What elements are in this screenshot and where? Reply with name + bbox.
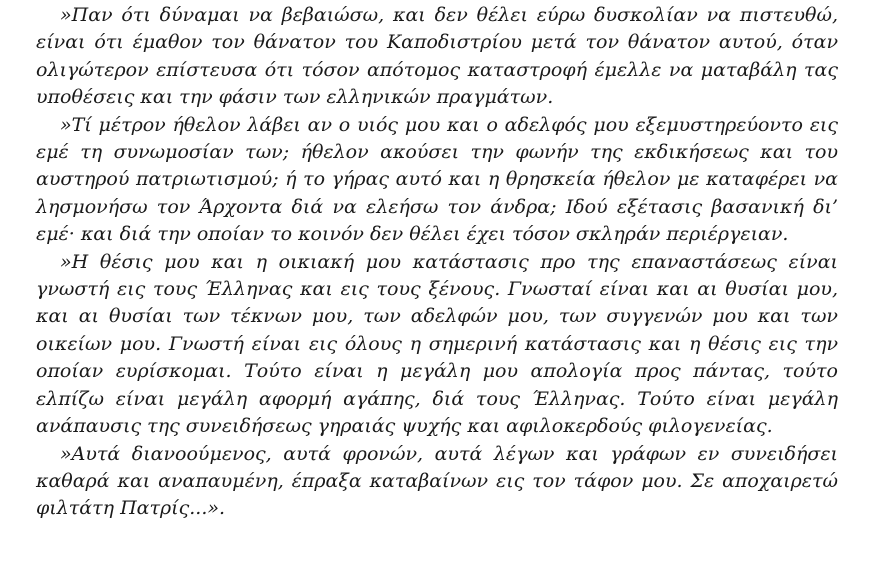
paragraph-1: »Παν ότι δύναμαι να βεβαιώσω, και δεν θέλει εύρω δυσκολίαν να πιστευθώ, είναι ότι έμαθον τον θάνατον του Καποδιστρίου μετά τον θάνατον αυτού, όταν ολιγώτερον επίστευσα ότι τόσον απότομος καταστροφή έμελλε να ματαβάλη τας υποθέσεις και την φάσιν των ελληνικών πραγμάτων.	[36, 4, 838, 109]
paragraph-2: »Τί μέτρον ήθελον λάβει αν ο υιός μου και ο αδελφός μου εξεμυστηρεύοντο εις εμέ τη συνωμοσίαν των; ήθελον ακούσει την φωνήν της εκδικήσεως και του αυστηρού πατριωτισμού; ή το γήρας αυτό και η θρησκεία ήθελον με καταφέρει να λησμονήσω τον Άρχοντα διά να ελεήσω τον άνδρα; Ιδού εξέτασις βασανική δι’ εμέ· και διά την οποίαν το κοινόν δεν θέλει έχει τόσον σκληράν περιέργειαν.	[36, 113, 838, 246]
paragraph-4: »Αυτά διανοούμενος, αυτά φρονών, αυτά λέγων και γράφων εν συνειδήσει καθαρά και αναπαυμένη, έπραξα καταβαίνων εις τον τάφον μου. Σε αποχαιρετώ φιλτάτη Πατρίς...».	[36, 442, 838, 520]
paragraph-3: »Η θέσις μου και η οικιακή μου κατάστασις προ της επαναστάσεως είναι γνωστή εις τους Έλληνας και εις τους ξένους. Γνωσταί είναι και αι θυσίαι μου, και αι θυσίαι των τέκνων μου, των αδελφών μου, των συγγενών μου και των οικείων μου. Γνωστή είναι εις όλους η σημερινή κατάστασις και η θέσις εις την οποίαν ευρίσκομαι. Τούτο είναι η μεγάλη μου απολογία προς πάντας, τούτο ελπίζω είναι μεγάλη αφορμή αγάπης, διά τους Έλληνας. Τούτο είναι μεγάλη ανάπαυσις της συνειδήσεως γηραιάς ψυχής και αφιλοκερδούς φιλογενείας.	[36, 250, 838, 438]
